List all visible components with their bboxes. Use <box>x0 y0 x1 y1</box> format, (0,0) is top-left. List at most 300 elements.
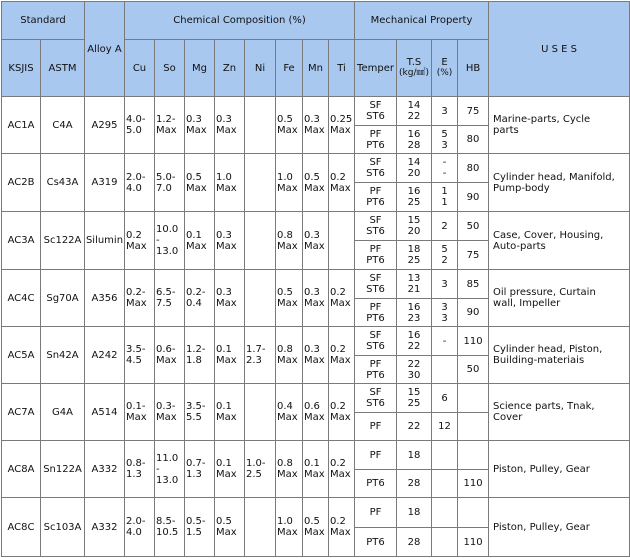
cell-hb <box>458 384 489 413</box>
cell-uses-line: Case, Cover, Housing, <box>493 229 604 241</box>
cell-fe-line: 1.0 <box>277 516 293 527</box>
cell-temper <box>355 212 397 241</box>
cell-ni <box>245 97 276 154</box>
cell-mn-line: Max <box>304 527 325 538</box>
cell-ti <box>329 97 355 154</box>
cell-temper <box>355 384 397 413</box>
cell-zn-line: Max <box>216 355 237 366</box>
cell-hb-line: 110 <box>463 536 483 548</box>
header-ts: T.S (kg/㎟) <box>397 40 432 97</box>
cell-ts <box>397 384 432 413</box>
cell-si-line: 6.5- <box>156 287 176 298</box>
cell-temper-line: ST6 <box>366 398 385 409</box>
cell-hb <box>458 413 489 441</box>
cell-uses <box>489 327 630 384</box>
cell-si <box>155 270 185 327</box>
cell-si-line: 1.2- <box>156 114 176 125</box>
cell-temper <box>355 154 397 183</box>
cell-e <box>432 356 458 384</box>
cell-ksjis: AC2B <box>2 154 41 212</box>
cell-ts-line: 15 <box>407 215 421 226</box>
cell-mg-line: 0.5- <box>186 516 206 527</box>
cell-cu <box>125 97 155 154</box>
cell-ts-line: 16 <box>407 330 421 341</box>
cell-e-line: 2 <box>441 255 448 266</box>
cell-fe <box>276 154 303 212</box>
cell-mg-line: Max <box>186 182 207 194</box>
cell-mg <box>185 498 215 557</box>
cell-ksjis: AC7A <box>2 384 41 441</box>
cell-mn-line: Max <box>304 125 325 136</box>
cell-ts-line: 16 <box>407 186 421 197</box>
cell-hb-line: 110 <box>463 335 483 347</box>
cell-zn-line: 0.1 <box>216 344 232 355</box>
cell-si-line: 10.0 <box>156 224 179 235</box>
cell-uses-line: Cylinder head, Piston, <box>493 344 603 355</box>
cell-temper-line: SF <box>369 387 382 398</box>
cell-si-line: - <box>156 463 160 475</box>
cell-ksjis: AC3A <box>2 212 41 270</box>
cell-si-line: 0.3- <box>156 401 176 412</box>
cell-zn-line: 0.3 <box>216 229 232 241</box>
cell-ts-line: 22 <box>407 421 421 432</box>
cell-zn <box>215 498 245 557</box>
cell-fe-line: Max <box>277 182 298 194</box>
cell-ksjis: AC8A <box>2 441 41 498</box>
cell-ts <box>397 327 432 356</box>
cell-zn <box>215 97 245 154</box>
cell-alloy: A295 <box>85 97 125 154</box>
cell-hb-line: 50 <box>466 364 480 375</box>
cell-mg <box>185 270 215 327</box>
cell-hb-line: 50 <box>466 220 480 232</box>
cell-cu-line: 5.0 <box>126 125 142 136</box>
cell-fe-line: 0.8 <box>277 229 293 241</box>
cell-cu-line: 4.0 <box>126 527 142 538</box>
cell-temper-line: PT6 <box>366 312 385 324</box>
cell-mn-line: 0.1 <box>304 458 320 469</box>
cell-si-line: Max <box>156 412 177 423</box>
cell-ts-line: 20 <box>407 226 421 237</box>
cell-cu <box>125 154 155 212</box>
cell-si-line: 7.0 <box>156 182 172 194</box>
header-ni: Ni <box>245 40 276 97</box>
cell-mn-line: 0.5 <box>304 171 320 183</box>
cell-ts-line: 22 <box>407 111 421 122</box>
cell-mn-line: Max <box>304 355 325 366</box>
cell-temper-line: ST6 <box>366 168 385 179</box>
cell-fe <box>276 212 303 270</box>
table-row <box>2 154 630 183</box>
header-alloy: Alloy A <box>85 2 125 97</box>
cell-mg-line: 0.1 <box>186 229 202 241</box>
cell-alloy: A242 <box>85 327 125 384</box>
cell-ts-line: 28 <box>407 478 421 489</box>
cell-fe <box>276 384 303 441</box>
table-row <box>2 441 630 470</box>
header-e: E (%) <box>432 40 458 97</box>
cell-zn-line: 1.0 <box>216 171 232 183</box>
cell-hb-line: 90 <box>466 191 480 203</box>
cell-si-line: 10.5 <box>156 527 179 538</box>
cell-si-line: 11.0 <box>156 452 179 464</box>
cell-temper-line: PF <box>369 507 382 518</box>
cell-zn <box>215 384 245 441</box>
cell-cu <box>125 384 155 441</box>
cell-ts-line: 18 <box>407 244 421 255</box>
cell-ti-line: Max <box>330 298 351 309</box>
cell-fe-line: Max <box>277 125 298 136</box>
cell-ni <box>245 212 276 270</box>
cell-ti-line: Max <box>330 182 351 194</box>
cell-mn <box>303 441 329 498</box>
cell-ti-line: 0.2 <box>330 458 346 469</box>
cell-uses <box>489 154 630 212</box>
cell-fe-line: Max <box>277 355 298 366</box>
cell-temper-line: ST6 <box>366 111 385 122</box>
cell-hb-line: 80 <box>466 162 480 174</box>
cell-ts-line: 18 <box>407 507 421 518</box>
cell-uses <box>489 498 630 557</box>
cell-fe <box>276 97 303 154</box>
cell-ksjis: AC5A <box>2 327 41 384</box>
cell-cu-line: 1.3 <box>126 469 142 480</box>
cell-temper-line: SF <box>369 100 382 111</box>
cell-ts-line: 18 <box>407 449 421 461</box>
cell-ts-line: 28 <box>407 536 421 548</box>
cell-ts-line: 25 <box>407 255 421 266</box>
cell-ti-line: Max <box>330 355 351 366</box>
cell-temper <box>355 327 397 356</box>
cell-uses <box>489 384 630 441</box>
header-cu: Cu <box>125 40 155 97</box>
cell-mn-line: 0.3 <box>304 229 320 241</box>
cell-temper-line: PT6 <box>366 139 385 151</box>
cell-ti-line: 0.2 <box>330 516 346 527</box>
cell-fe-line: Max <box>277 527 298 538</box>
cell-ts <box>397 413 432 441</box>
cell-e-line: 6 <box>441 392 448 404</box>
cell-zn-line: Max <box>216 527 237 538</box>
cell-temper-line: SF <box>369 330 382 341</box>
cell-astm: Sc103A <box>41 498 85 557</box>
cell-zn-line: 0.3 <box>216 287 232 298</box>
cell-cu <box>125 327 155 384</box>
cell-mg-line: Max <box>186 240 207 252</box>
header-uses: U S E S <box>489 2 630 97</box>
cell-alloy: A356 <box>85 270 125 327</box>
cell-temper-line: PT6 <box>366 478 385 489</box>
table-row <box>2 270 630 299</box>
cell-hb <box>458 154 489 183</box>
cell-si-line: 8.5- <box>156 516 176 527</box>
cell-ts-line: 21 <box>407 284 421 295</box>
header-hb: HB <box>458 40 489 97</box>
header-astm: ASTM <box>41 40 85 97</box>
cell-hb-line: 80 <box>466 134 480 145</box>
cell-ts <box>397 528 432 557</box>
cell-cu-line: 0.2 <box>126 229 142 241</box>
cell-fe-line: 1.0 <box>277 171 293 183</box>
cell-ts-line: 14 <box>407 157 421 168</box>
cell-mg-line: 1.3 <box>186 469 202 480</box>
cell-ni <box>245 441 276 498</box>
cell-mg <box>185 441 215 498</box>
cell-temper-line: PF <box>369 301 382 313</box>
cell-ni <box>245 270 276 327</box>
cell-ksjis: AC4C <box>2 270 41 327</box>
cell-hb <box>458 528 489 557</box>
cell-cu-line: 3.5- <box>126 344 146 355</box>
cell-hb <box>458 470 489 498</box>
cell-hb <box>458 270 489 299</box>
cell-e-line: 3 <box>441 301 448 313</box>
cell-ti <box>329 154 355 212</box>
cell-mg-line: 3.5- <box>186 401 206 412</box>
cell-uses-line: parts <box>493 125 519 136</box>
cell-mn <box>303 327 329 384</box>
cell-mn-line: 0.3 <box>304 344 320 355</box>
cell-hb-line: 90 <box>466 307 480 318</box>
cell-fe-line: Max <box>277 298 298 309</box>
cell-ni <box>245 154 276 212</box>
cell-hb <box>458 183 489 212</box>
cell-cu <box>125 270 155 327</box>
cell-mn <box>303 154 329 212</box>
cell-e-line: 1 <box>441 186 448 197</box>
cell-si <box>155 97 185 154</box>
header-mg: Mg <box>185 40 215 97</box>
cell-e <box>432 97 458 126</box>
cell-ts <box>397 498 432 528</box>
cell-temper-line: SF <box>369 273 382 284</box>
cell-e-line: 5 <box>441 128 448 140</box>
cell-ts-line: 14 <box>407 100 421 111</box>
cell-zn <box>215 327 245 384</box>
cell-e <box>432 528 458 557</box>
cell-temper-line: PT6 <box>366 197 385 208</box>
cell-cu-line: Max <box>126 412 147 423</box>
cell-ti <box>329 441 355 498</box>
cell-astm: Sn122A <box>41 441 85 498</box>
cell-e <box>432 413 458 441</box>
cell-zn <box>215 154 245 212</box>
cell-zn-line: Max <box>216 125 237 136</box>
cell-e-line: - <box>442 335 447 347</box>
cell-e <box>432 183 458 212</box>
header-chemical: Chemical Composition (%) <box>125 2 355 40</box>
cell-temper-line: ST6 <box>366 284 385 295</box>
cell-e-line: 3 <box>441 105 448 117</box>
cell-ti <box>329 270 355 327</box>
cell-hb <box>458 498 489 528</box>
header-mechanical: Mechanical Property <box>355 2 489 40</box>
cell-fe-line: 0.5 <box>277 114 293 125</box>
cell-ts-line: 25 <box>407 398 421 409</box>
cell-cu-line: 0.2- <box>126 287 146 298</box>
cell-alloy: A514 <box>85 384 125 441</box>
cell-ts <box>397 241 432 270</box>
cell-cu <box>125 212 155 270</box>
header-ksjis: KSJIS <box>2 40 41 97</box>
cell-mn-line: Max <box>304 182 325 194</box>
cell-e <box>432 470 458 498</box>
cell-cu-line: 2.0- <box>126 516 146 527</box>
cell-uses-line: Oil pressure, Curtain <box>493 287 596 298</box>
header-temper: Temper <box>355 40 397 97</box>
cell-mg <box>185 327 215 384</box>
cell-ti-line: Max <box>330 469 351 480</box>
cell-e-line: 3 <box>441 139 448 151</box>
cell-astm: C4A <box>41 97 85 154</box>
cell-mn <box>303 212 329 270</box>
cell-ti-line: 0.2 <box>330 401 346 412</box>
cell-ti-line: 0.2 <box>330 171 346 183</box>
cell-e <box>432 327 458 356</box>
cell-e-line: 5 <box>441 244 448 255</box>
cell-temper <box>355 498 397 528</box>
cell-hb <box>458 327 489 356</box>
cell-zn <box>215 441 245 498</box>
cell-e-line: 12 <box>438 421 451 432</box>
cell-zn-line: Max <box>216 298 237 309</box>
cell-temper-line: PF <box>369 358 382 370</box>
cell-temper <box>355 528 397 557</box>
cell-ni-line: 2.3 <box>246 355 262 366</box>
cell-mg <box>185 212 215 270</box>
cell-uses-line: Science parts, Tnak, <box>493 401 595 412</box>
cell-fe <box>276 270 303 327</box>
cell-zn-line: 0.3 <box>216 114 232 125</box>
cell-cu-line: 2.0- <box>126 171 146 183</box>
cell-uses-line: Auto-parts <box>493 240 546 252</box>
cell-mg-line: 0.7- <box>186 458 206 469</box>
cell-si <box>155 384 185 441</box>
cell-ti-line: 0.2 <box>330 287 346 298</box>
cell-mn <box>303 97 329 154</box>
cell-temper-line: ST6 <box>366 341 385 352</box>
cell-mg <box>185 97 215 154</box>
cell-hb <box>458 299 489 327</box>
cell-fe <box>276 441 303 498</box>
cell-temper-line: PF <box>369 449 382 461</box>
cell-fe-line: 0.5 <box>277 287 293 298</box>
cell-mn-line: 0.3 <box>304 287 320 298</box>
cell-astm: Sg70A <box>41 270 85 327</box>
cell-ti <box>329 498 355 557</box>
cell-zn <box>215 212 245 270</box>
cell-cu-line: 0.1- <box>126 401 146 412</box>
cell-astm: Sn42A <box>41 327 85 384</box>
cell-temper-line: SF <box>369 215 382 226</box>
cell-mg-line: 0.4 <box>186 298 202 309</box>
cell-alloy: A332 <box>85 441 125 498</box>
cell-temper-line: PF <box>369 244 382 255</box>
cell-temper <box>355 470 397 498</box>
cell-ts <box>397 183 432 212</box>
cell-temper <box>355 413 397 441</box>
table-row <box>2 384 630 413</box>
cell-temper-line: PT6 <box>366 536 385 548</box>
cell-si <box>155 498 185 557</box>
cell-mg <box>185 384 215 441</box>
cell-e-line: 3 <box>441 312 448 324</box>
cell-e-line: 1 <box>441 197 448 208</box>
cell-ts-line: 22 <box>407 358 421 370</box>
cell-ts-line: 16 <box>407 128 421 140</box>
cell-hb-line: 85 <box>466 278 480 290</box>
cell-e-line: 3 <box>441 278 448 290</box>
cell-uses <box>489 270 630 327</box>
cell-temper-line: PF <box>369 421 382 432</box>
cell-fe-line: 0.8 <box>277 344 293 355</box>
cell-temper-line: SF <box>369 157 382 168</box>
cell-temper <box>355 441 397 470</box>
cell-zn-line: 0.1 <box>216 401 232 412</box>
cell-e-line: - <box>442 157 447 168</box>
cell-zn-line: Max <box>216 469 237 480</box>
cell-alloy: A332 <box>85 498 125 557</box>
cell-fe-line: 0.4 <box>277 401 293 412</box>
cell-mn-line: Max <box>304 240 325 252</box>
cell-temper <box>355 270 397 299</box>
cell-ni-line: 1.0- <box>246 458 266 469</box>
cell-mn-line: 0.6 <box>304 401 320 412</box>
cell-hb <box>458 126 489 154</box>
cell-e <box>432 299 458 327</box>
cell-ni-line: 1.7- <box>246 344 266 355</box>
cell-hb-line: 75 <box>466 105 480 117</box>
header-zn: Zn <box>215 40 245 97</box>
cell-uses-line: Marine-parts, Cycle <box>493 114 591 125</box>
cell-uses-line: Piston, Pulley, Gear <box>493 521 590 533</box>
cell-mg-line: 1.8 <box>186 355 202 366</box>
cell-hb-line: 110 <box>463 478 483 489</box>
cell-mn-line: Max <box>304 412 325 423</box>
table-row <box>2 212 630 241</box>
cell-uses-line: Pump-body <box>493 182 550 194</box>
cell-uses <box>489 441 630 498</box>
cell-ts-line: 15 <box>407 387 421 398</box>
cell-ts-line: 20 <box>407 168 421 179</box>
cell-ti <box>329 212 355 270</box>
cell-temper-line: PT6 <box>366 255 385 266</box>
cell-zn-line: 0.1 <box>216 458 232 469</box>
cell-hb <box>458 356 489 384</box>
cell-ti-line: Max <box>330 412 351 423</box>
cell-e <box>432 212 458 241</box>
cell-fe <box>276 327 303 384</box>
cell-zn <box>215 270 245 327</box>
cell-ni <box>245 498 276 557</box>
cell-astm: Sc122A <box>41 212 85 270</box>
cell-hb <box>458 97 489 126</box>
table-body <box>2 97 630 557</box>
cell-mg-line: Max <box>186 125 207 136</box>
cell-si <box>155 212 185 270</box>
cell-temper <box>355 241 397 270</box>
cell-mg-line: 0.5 <box>186 171 202 183</box>
cell-cu <box>125 441 155 498</box>
cell-uses-line: Cylinder head, Manifold, <box>493 171 615 183</box>
cell-hb-line: 75 <box>466 249 480 261</box>
table-row <box>2 498 630 528</box>
cell-temper-line: PF <box>369 128 382 140</box>
header-si: So <box>155 40 185 97</box>
cell-hb <box>458 241 489 270</box>
cell-hb <box>458 441 489 470</box>
cell-temper-line: PF <box>369 186 382 197</box>
